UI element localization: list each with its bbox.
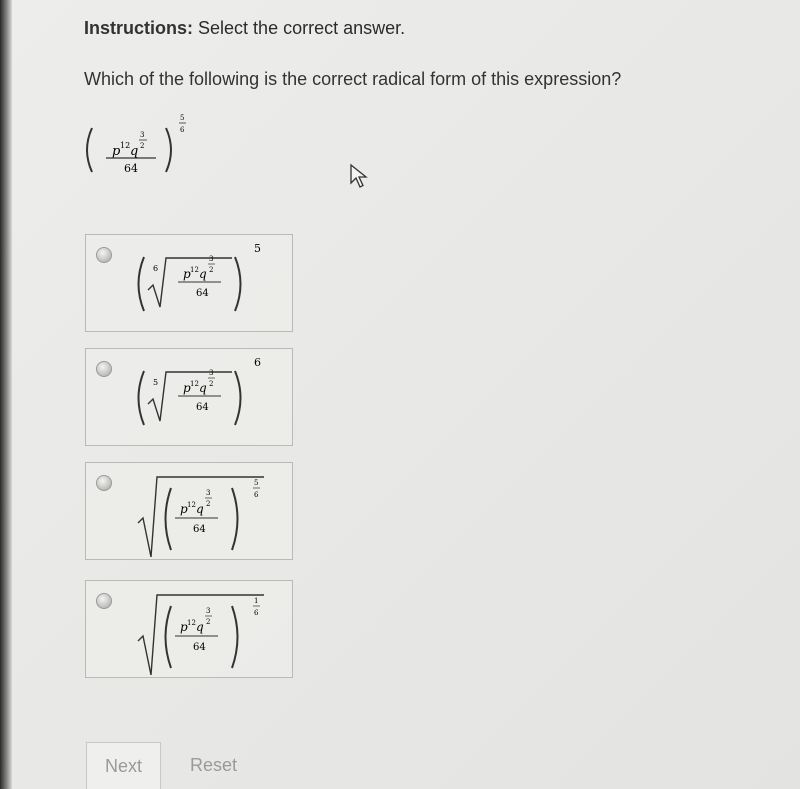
window-edge (0, 0, 12, 789)
choice-d-exp-num: 1 (254, 597, 259, 605)
svg-text:q: q (196, 620, 204, 634)
choice-b[interactable] (85, 348, 293, 446)
instructions (84, 18, 405, 39)
expr-base-exp: 12 (120, 141, 131, 150)
svg-text:2: 2 (209, 266, 214, 274)
next-button[interactable]: Next (86, 742, 161, 789)
svg-text:12: 12 (187, 619, 196, 627)
expr-outer-num: 5 (180, 114, 185, 122)
svg-text:q: q (196, 502, 204, 516)
svg-text:12: 12 (190, 380, 199, 388)
choice-a-power: 5 (254, 242, 261, 255)
svg-text:64: 64 (196, 288, 209, 299)
svg-text:2: 2 (206, 500, 211, 508)
choice-d-exp-den: 6 (254, 609, 259, 617)
svg-text:p: p (180, 620, 188, 634)
svg-text:64: 64 (193, 642, 206, 653)
svg-text:3: 3 (206, 489, 211, 497)
svg-text:q: q (199, 381, 207, 395)
svg-text:3: 3 (209, 369, 214, 377)
expr-num-exp: 3 (140, 131, 145, 139)
choice-b-index: 5 (153, 378, 159, 387)
svg-text:12: 12 (190, 266, 199, 274)
choice-c-exp-num: 5 (254, 479, 259, 487)
svg-text:p: p (183, 381, 191, 395)
choice-a-index: 6 (153, 264, 159, 273)
question-text: Which of the following is the correct radical form of this expression? (84, 69, 622, 89)
svg-text:64: 64 (193, 524, 206, 535)
expr-base: p (112, 144, 121, 159)
pointer-cursor-icon (349, 163, 369, 189)
instructions-label: Instructions: (84, 18, 194, 38)
choice-b-math (86, 349, 294, 447)
choice-c-exp-den: 6 (254, 491, 259, 499)
svg-text:64: 64 (196, 402, 209, 413)
svg-text:p: p (183, 267, 191, 281)
svg-text:2: 2 (209, 380, 214, 388)
reset-button[interactable]: Reset (189, 755, 238, 775)
choice-d-math (86, 581, 294, 679)
choice-a[interactable] (85, 234, 293, 332)
choice-d[interactable] (85, 580, 293, 678)
choice-c[interactable] (85, 462, 293, 560)
expr-denominator: 64 (124, 162, 138, 175)
main-expression (82, 108, 192, 193)
choice-c-math (86, 463, 294, 561)
svg-text:p: p (180, 502, 188, 516)
instructions-text: Select the correct answer. (198, 18, 406, 38)
expr-var: q (130, 144, 139, 159)
expr-outer-den: 6 (180, 126, 185, 134)
svg-text:q: q (199, 267, 207, 281)
choice-a-math (86, 235, 294, 333)
choice-b-power: 6 (254, 356, 261, 369)
svg-text:3: 3 (206, 607, 211, 615)
expr-den-exp: 2 (140, 142, 145, 150)
svg-text:12: 12 (187, 501, 196, 509)
svg-text:3: 3 (209, 255, 214, 263)
svg-text:2: 2 (206, 618, 211, 626)
